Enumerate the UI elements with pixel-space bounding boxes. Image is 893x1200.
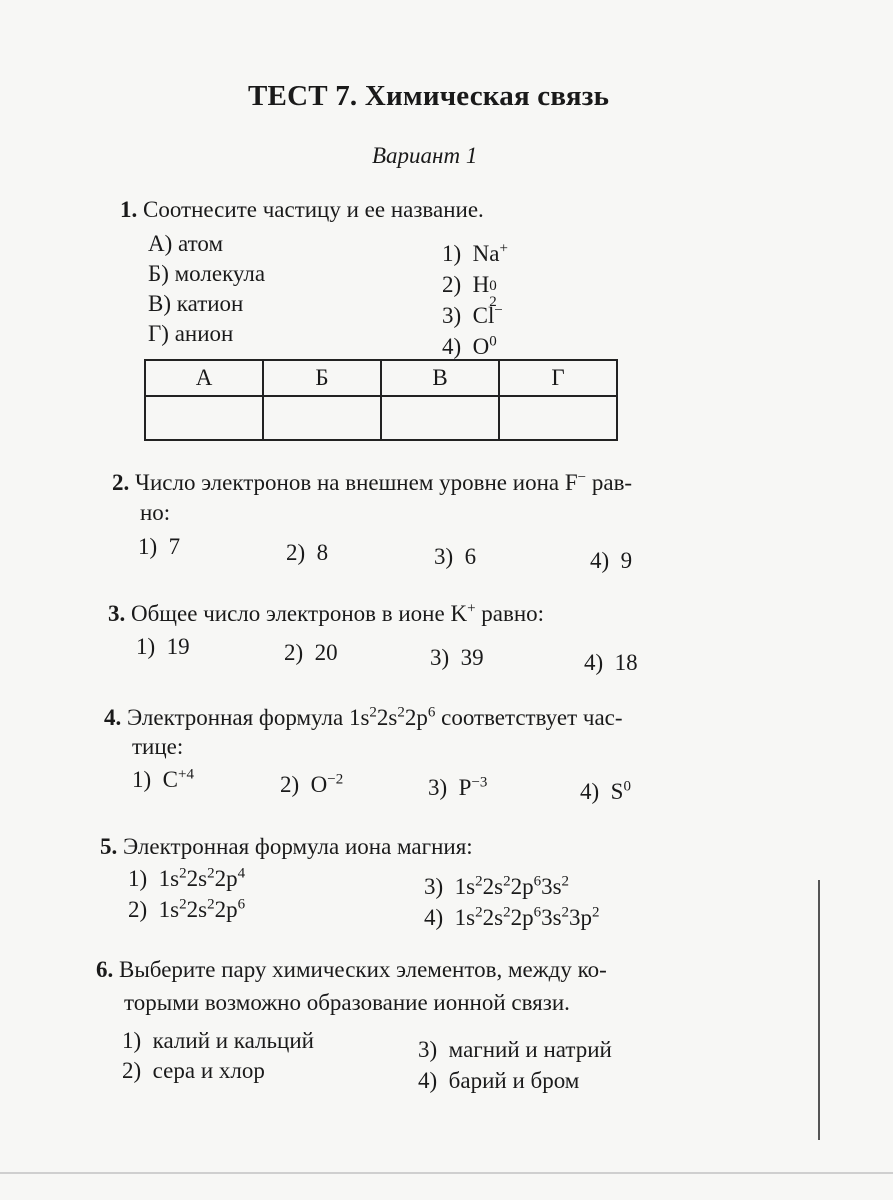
table-header-cell: Г (499, 360, 617, 396)
q2-text-line1: 2. Число электронов на внешнем уровне иона F− рав- (112, 469, 633, 495)
q6-text-line2: торыми возможно образование ионной связи. (124, 990, 570, 1015)
page-title: ТЕСТ 7. Химическая связь (248, 80, 610, 112)
q2-option: 3) 6 (434, 544, 477, 569)
q4-option: 3) $P^{-3}$ (428, 774, 488, 800)
answer-cell[interactable] (263, 396, 381, 440)
q2-option: 2) 8 (286, 540, 329, 565)
q4-option: 4) $S^0$ (580, 778, 631, 804)
q3-option: 3) 39 (430, 645, 484, 670)
q4-option: 2) $O^{-2}$ (280, 771, 344, 797)
q1-right-item: 3) Cl− (442, 302, 503, 328)
q5-option: 2) $1s^22s^22p^6$ (128, 896, 246, 922)
q1-right-list (442, 238, 508, 362)
q1-left-item: Б) молекула (148, 261, 266, 286)
q1-left-item: А) атом (148, 231, 224, 256)
q5-option: 4) $1s^22s^22p^63s^23p^2$ (424, 904, 600, 930)
table-header-cell: Б (263, 360, 381, 396)
answer-cell[interactable] (381, 396, 499, 440)
q1-text: 1. Соотнесите частицу и ее название. (120, 197, 484, 222)
q1-answer-table (144, 359, 618, 441)
q5-option: 1) $1s^22s^22p^4$ (128, 865, 246, 891)
q3-option: 2) 20 (284, 640, 338, 665)
variant-label: Вариант 1 (372, 143, 478, 168)
q2-option: 4) 9 (590, 548, 633, 573)
answer-cell[interactable] (145, 396, 263, 440)
page-margin-line (818, 880, 820, 1140)
q4-text-line2: тице: (132, 734, 184, 759)
q2-text-line2: но: (140, 500, 171, 525)
q1-left-list (148, 229, 265, 349)
q5-text: 5. Электронная формула иона магния: (100, 834, 473, 859)
q1-right-item: 2) H 0 2 (442, 272, 497, 310)
q6-option: 2) сера и хлор (122, 1058, 265, 1083)
table-header-cell: А (145, 360, 263, 396)
q1-right-item: 4) $O^0$ (442, 333, 497, 359)
q6-option: 4) барий и бром (418, 1068, 580, 1093)
q6-text-line1: 6. Выберите пару химических элементов, между ко- (96, 957, 607, 982)
q5-option: 3) $1s^22s^22p^63s^2$ (424, 873, 570, 899)
q3-text: 3. Общее число электронов в ионе K+ равно: (108, 600, 545, 626)
q1-left-item: В) катион (148, 291, 244, 316)
answer-cell[interactable] (499, 396, 617, 440)
q4-option: 1) $C^{+4}$ (132, 766, 194, 792)
q1-right-item: 1) Na+ (442, 240, 508, 266)
q2-option: 1) 7 (138, 534, 181, 559)
q3-option: 4) 18 (584, 650, 638, 675)
q6-option: 3) магний и натрий (418, 1037, 612, 1062)
q3-option: 1) 19 (136, 634, 190, 659)
q6-option: 1) калий и кальций (122, 1028, 314, 1053)
page-edge-line (0, 1172, 893, 1174)
table-header-cell: В (381, 360, 499, 396)
q4-formula: $1s^22s^22p^6$ (348, 704, 436, 730)
q1-left-item: Г) анион (148, 321, 234, 346)
q4-text-line1: 4. Электронная формула $1s^22s^22p^6$ соответствует час- (104, 704, 623, 730)
